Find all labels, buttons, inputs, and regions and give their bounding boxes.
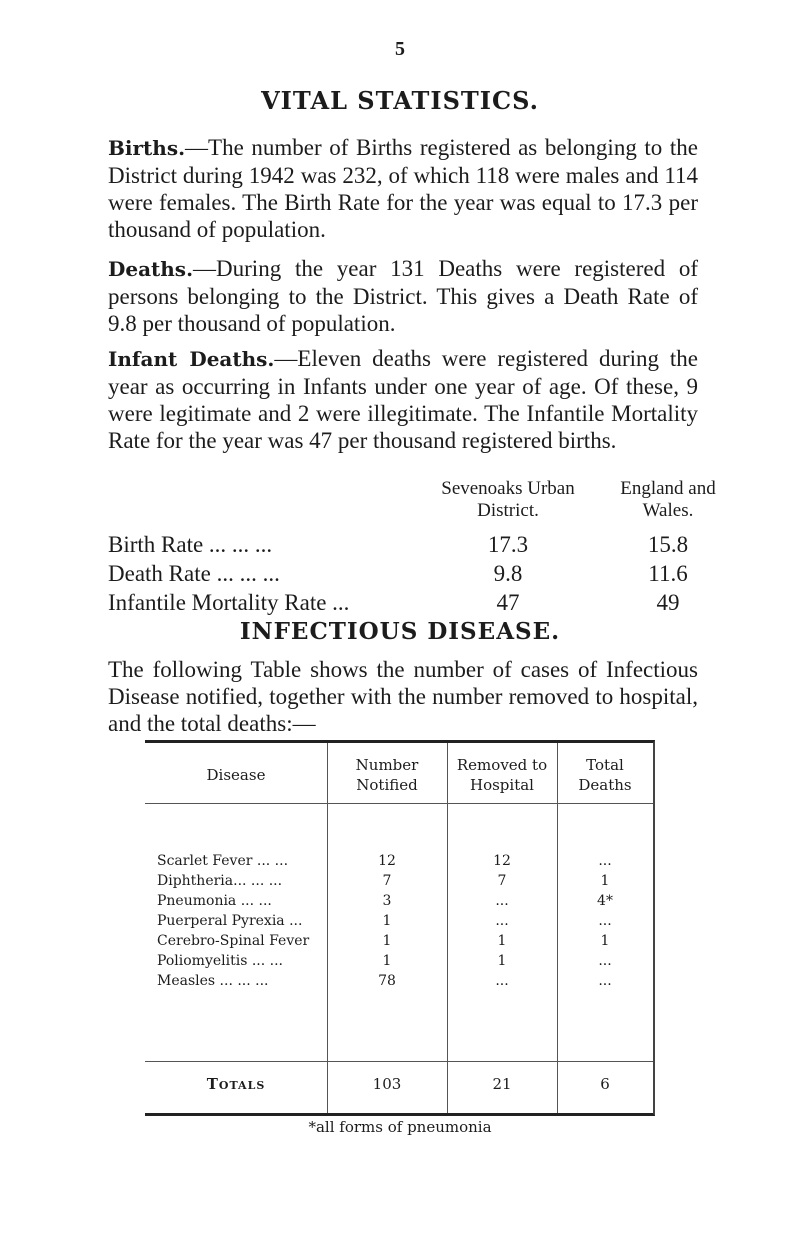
disease-name: Diphtheria... ... ... bbox=[157, 873, 283, 889]
england-wales-header bbox=[608, 478, 728, 522]
deaths-paragraph bbox=[108, 255, 698, 337]
deaths-header bbox=[557, 755, 653, 795]
comparison-row-local: 9.8 bbox=[493, 561, 523, 586]
disease-name: Cerebro-Spinal Fever bbox=[157, 933, 310, 949]
comparison-row-national: 11.6 bbox=[648, 561, 688, 586]
sevenoaks-header bbox=[438, 478, 578, 522]
england-wales-header-line2: Wales. bbox=[642, 500, 694, 521]
notified-value: 1 bbox=[382, 913, 392, 929]
footnote: *all forms of pneumonia bbox=[308, 1118, 492, 1136]
comparison-row-national: 15.8 bbox=[647, 532, 689, 557]
header-rule bbox=[145, 803, 653, 804]
table-row bbox=[145, 893, 653, 913]
totals-label: Totals bbox=[206, 1075, 266, 1093]
table-row bbox=[145, 853, 653, 873]
disease-name: Pneumonia ... ... bbox=[157, 893, 272, 909]
england-wales-header-line1: England and bbox=[620, 478, 716, 499]
comparison-row-local: 17.3 bbox=[487, 532, 529, 557]
deaths-header-line1: Total bbox=[586, 756, 624, 774]
removed-value: 7 bbox=[497, 873, 507, 889]
page-number: 5 bbox=[395, 38, 405, 60]
infant-deaths-heading: Infant Deaths. bbox=[108, 347, 275, 371]
sevenoaks-header-line2: District. bbox=[477, 500, 539, 521]
births-paragraph bbox=[108, 134, 698, 243]
table-row bbox=[145, 873, 653, 893]
sevenoaks-header-line1: Sevenoaks Urban bbox=[441, 478, 575, 499]
infant-deaths-text: —Eleven deaths were registered during the year as occurring in Infants under one year of age. Of these, 9 were legitimate and 2 were illegitimate. The Infantile Mortality Rate for the year was 47 per thousand registered births. bbox=[108, 346, 699, 453]
comparison-row-label: Infantile Mortality Rate ... bbox=[108, 590, 350, 615]
notified-value: 12 bbox=[378, 853, 396, 869]
removed-value: 1 bbox=[497, 953, 507, 969]
removed-header-line2: Hospital bbox=[470, 776, 534, 794]
disease-header: Disease bbox=[206, 766, 266, 784]
page-title: VITAL STATISTICS. bbox=[261, 86, 539, 115]
notified-value: 1 bbox=[382, 933, 392, 949]
removed-value: 1 bbox=[497, 933, 507, 949]
deaths-value: 1 bbox=[600, 873, 610, 889]
disease-name: Scarlet Fever ... ... bbox=[157, 853, 289, 869]
comparison-row bbox=[108, 532, 718, 560]
notified-header-line1: Number bbox=[355, 756, 419, 774]
removed-header bbox=[447, 755, 557, 795]
removed-value: ... bbox=[495, 893, 509, 909]
deaths-value: ... bbox=[598, 953, 612, 969]
notified-header bbox=[327, 755, 447, 795]
deaths-value: ... bbox=[598, 913, 612, 929]
disease-name: Puerperal Pyrexia ... bbox=[157, 913, 303, 929]
removed-value: ... bbox=[495, 913, 509, 929]
totals-removed: 21 bbox=[492, 1075, 512, 1093]
table-row bbox=[145, 933, 653, 953]
comparison-row-label: Birth Rate ... ... ... bbox=[108, 532, 273, 557]
notified-value: 1 bbox=[382, 953, 392, 969]
births-text: —The number of Births registered as belonging to the District during 1942 was 232, of which 118 were males and 114 were females. The Birth Rate for the year was equal to 17.3 per thousand of population. bbox=[108, 135, 698, 242]
infant-deaths-paragraph bbox=[108, 345, 698, 454]
totals-deaths: 6 bbox=[600, 1075, 610, 1093]
deaths-value: ... bbox=[598, 853, 612, 869]
deaths-header-line2: Deaths bbox=[578, 776, 632, 794]
table-row bbox=[145, 913, 653, 933]
comparison-row-local: 47 bbox=[496, 590, 520, 615]
deaths-text: —During the year 131 Deaths were registered of persons belonging to the District. This gives a Death Rate of 9.8 per thousand of population. bbox=[108, 256, 698, 336]
comparison-row bbox=[108, 561, 718, 589]
comparison-row-label: Death Rate ... ... ... bbox=[108, 561, 280, 586]
deaths-value: 1 bbox=[600, 933, 610, 949]
totals-notified: 103 bbox=[372, 1075, 402, 1093]
births-heading: Births. bbox=[108, 136, 186, 160]
table-row bbox=[145, 973, 653, 993]
comparison-row bbox=[108, 590, 718, 618]
notified-value: 78 bbox=[378, 973, 396, 989]
infectious-intro: The following Table shows the number of cases of Infectious Disease notified, together with the number removed to hospital, and the total deaths:— bbox=[108, 657, 698, 736]
infectious-disease-table bbox=[145, 740, 655, 1116]
disease-name: Poliomyelitis ... ... bbox=[157, 953, 283, 969]
removed-value: ... bbox=[495, 973, 509, 989]
deaths-heading: Deaths. bbox=[108, 257, 194, 281]
totals-rule bbox=[145, 1061, 653, 1062]
notified-header-line2: Notified bbox=[356, 776, 418, 794]
notified-value: 7 bbox=[382, 873, 392, 889]
table-row bbox=[145, 953, 653, 973]
deaths-value: ... bbox=[598, 973, 612, 989]
disease-name: Measles ... ... ... bbox=[157, 973, 269, 989]
removed-header-line1: Removed to bbox=[456, 756, 548, 774]
removed-value: 12 bbox=[493, 853, 511, 869]
infectious-disease-heading: INFECTIOUS DISEASE. bbox=[239, 618, 561, 645]
notified-value: 3 bbox=[382, 893, 392, 909]
comparison-row-national: 49 bbox=[656, 590, 680, 615]
deaths-value: 4* bbox=[597, 893, 613, 909]
